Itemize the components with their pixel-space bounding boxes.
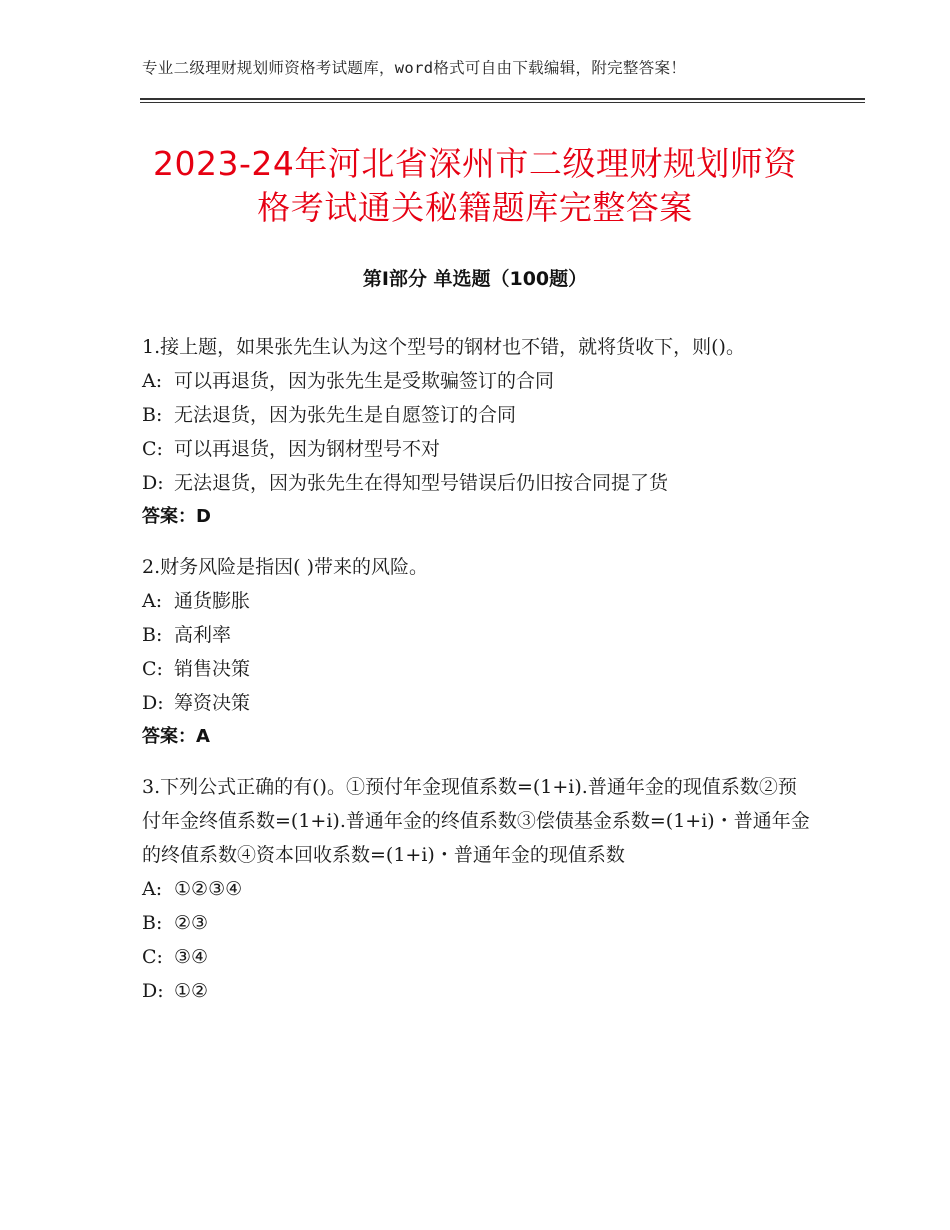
option-letter: A: bbox=[142, 878, 163, 900]
option-a bbox=[142, 872, 812, 906]
option-letter: D: bbox=[142, 472, 164, 494]
header-divider-thin bbox=[140, 102, 865, 103]
title-line-1: 2023-24年河北省深州市二级理财规划师资 bbox=[153, 144, 797, 183]
header-note: 专业二级理财规划师资格考试题库，word格式可自由下载编辑，附完整答案！ bbox=[142, 59, 687, 77]
option-letter: B: bbox=[142, 404, 163, 426]
question-2 bbox=[142, 550, 812, 754]
question-1 bbox=[142, 330, 812, 534]
option-letter: C: bbox=[142, 946, 163, 968]
document-title bbox=[120, 142, 830, 230]
section-heading: 第Ⅰ部分 单选题（100题） bbox=[362, 268, 588, 290]
option-c bbox=[142, 432, 812, 466]
title-line-2: 格考试通关秘籍题库完整答案 bbox=[257, 188, 693, 227]
option-d bbox=[142, 686, 812, 720]
option-b bbox=[142, 618, 812, 652]
option-c bbox=[142, 940, 812, 974]
option-text: 通货膨胀 bbox=[174, 590, 251, 612]
option-text: ①② bbox=[174, 980, 209, 1002]
option-letter: B: bbox=[142, 624, 163, 646]
option-b bbox=[142, 906, 812, 940]
option-text: ①②③④ bbox=[174, 878, 243, 900]
option-text: 可以再退货，因为钢材型号不对 bbox=[174, 438, 441, 460]
question-text: 1.接上题，如果张先生认为这个型号的钢材也不错，就将货收下，则()。 bbox=[142, 336, 745, 358]
option-text: 可以再退货，因为张先生是受欺骗签订的合同 bbox=[174, 370, 555, 392]
option-text: 筹资决策 bbox=[174, 692, 251, 714]
option-text: 销售决策 bbox=[174, 658, 251, 680]
option-d bbox=[142, 466, 812, 500]
question-3 bbox=[142, 770, 812, 1008]
option-letter: C: bbox=[142, 658, 163, 680]
option-d bbox=[142, 974, 812, 1008]
option-letter: A: bbox=[142, 590, 163, 612]
answer-label: 答案：D bbox=[142, 506, 211, 527]
option-letter: A: bbox=[142, 370, 163, 392]
option-text: ②③ bbox=[174, 912, 209, 934]
option-text: 无法退货，因为张先生是自愿签订的合同 bbox=[174, 404, 517, 426]
option-a bbox=[142, 584, 812, 618]
option-a bbox=[142, 364, 812, 398]
question-list bbox=[142, 330, 812, 1024]
option-text: ③④ bbox=[174, 946, 209, 968]
question-text: 3.下列公式正确的有()。①预付年金现值系数=(1+i).普通年金的现值系数②预付年金终值系数=(1+i).普通年金的终值系数③偿债基金系数=(1+i)・普通年金的终值系数④资本回收系数=(1+i)・普通年金的现值系数 bbox=[142, 776, 810, 866]
option-b bbox=[142, 398, 812, 432]
header-divider-thick bbox=[140, 98, 865, 100]
option-letter: D: bbox=[142, 692, 164, 714]
option-c bbox=[142, 652, 812, 686]
option-text: 高利率 bbox=[174, 624, 232, 646]
option-letter: B: bbox=[142, 912, 163, 934]
option-text: 无法退货，因为张先生在得知型号错误后仍旧按合同提了货 bbox=[174, 472, 669, 494]
option-letter: C: bbox=[142, 438, 163, 460]
answer-label: 答案：A bbox=[142, 726, 210, 747]
question-text: 2.财务风险是指因( )带来的风险。 bbox=[142, 556, 428, 578]
option-letter: D: bbox=[142, 980, 164, 1002]
